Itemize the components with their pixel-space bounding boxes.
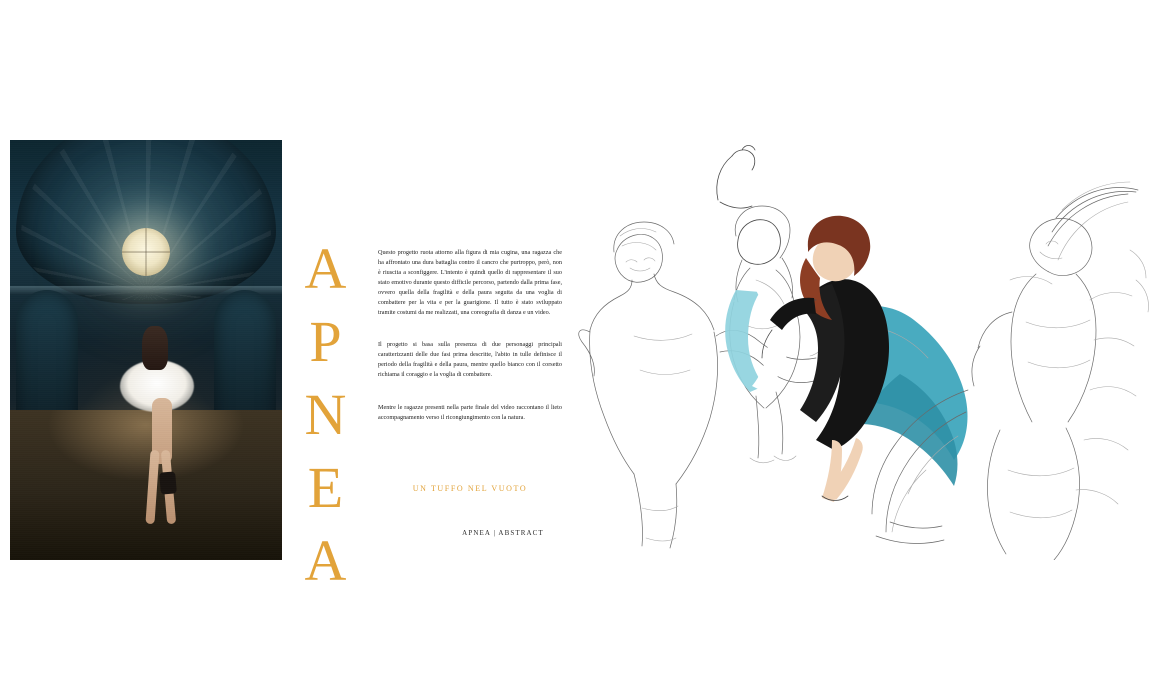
- project-subtitle: UN TUFFO NEL VUOTO: [412, 484, 528, 493]
- paragraph-3: Mentre le ragazze presenti nella parte finale del video raccontano il lieto accompagnamento verso il ricongiungimento con la natura.: [378, 403, 562, 421]
- ceiling-ribs: [21, 140, 271, 300]
- paragraph-1: Questo progetto ruota attorno alla figura di mia cugina, una ragazza che ha affrontato una dura battaglia contro il cancro che purtroppo, però, non è riuscita a sconfiggere. L'intento è quindi quello di rappresentare il suo stato emotivo durante questo difficile percorso, partendo dalla prima fase, ovvero quella della fragilità e della paura seguita da una voglia di combattere per la vita e per la guarigione. Il tutto è stato sviluppato tramite costumi da me realizzati, una coreografia di danza e un video.: [378, 249, 562, 317]
- dancer-leg-left: [145, 450, 159, 524]
- figure-large-outline-left: [579, 222, 832, 548]
- theatre-dancers-photograph: [10, 140, 282, 560]
- page-footer: APNEA | ABSTRACT: [462, 529, 544, 537]
- paragraph-2: Il progetto si basa sulla presenza di due personaggi principali caratterizzanti delle due fasi prima descritte, l'abito in tulle definisce il periodo della fragilità e della paura, mentre quello bianco con il corsetto richiama il coraggio e la voglia di combattere.: [378, 341, 562, 379]
- dancer-knee-sock: [159, 471, 177, 494]
- round-window-light: [122, 228, 170, 276]
- abstract-text-column: [378, 248, 562, 423]
- dancers-line-illustration: [570, 140, 1162, 560]
- dancer-torso-dark: [142, 326, 168, 370]
- page-title: APNEA: [293, 236, 358, 601]
- dancer-pair: [118, 322, 208, 537]
